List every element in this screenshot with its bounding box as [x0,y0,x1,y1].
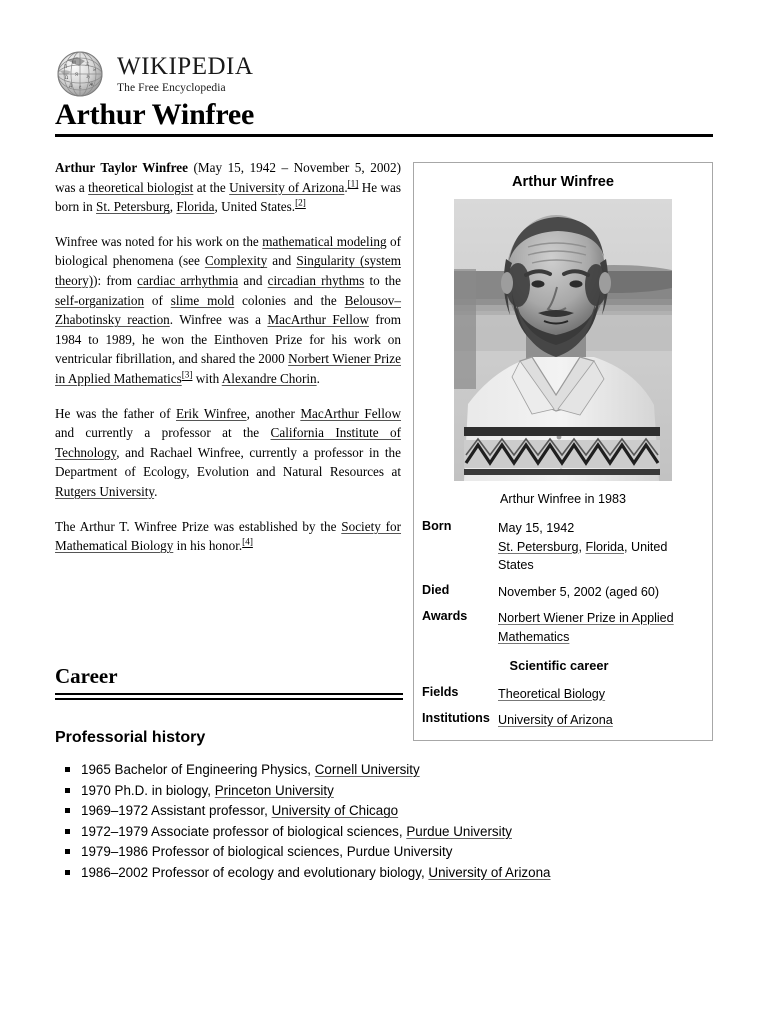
svg-text:文: 文 [85,61,90,66]
reference-1[interactable]: [1] [347,178,359,189]
infobox-value-awards [498,605,712,650]
list-item: 1979–1986 Professor of biological sciences, Purdue University [81,842,695,862]
infobox-row-awards [414,605,712,650]
wikipedia-masthead [55,48,253,100]
portrait-photo [454,199,672,481]
link-cornell-university[interactable]: Cornell University [314,762,420,777]
svg-text:Д: Д [69,83,73,88]
infobox-image-caption: Arthur Winfree in 1983 [500,492,626,506]
link-theoretical-biology[interactable]: Theoretical Biology [498,686,606,701]
professorial-history-list [55,760,695,883]
infobox-row-born [414,515,712,579]
infobox-value-institutions [498,707,712,734]
link-alexandre-chorin[interactable]: Alexandre Chorin [221,370,317,386]
list-item: 1969–1972 Assistant professor, University of Chicago [81,801,695,821]
link-belousov-zhabotinsky-reaction[interactable]: Belousov–Zhabotinsky reaction [55,292,401,328]
link-circadian-rhythms[interactable]: circadian rhythms [267,272,365,288]
infobox-value-fields [498,681,712,708]
svg-text:א: א [93,67,96,72]
wikipedia-globe-icon [55,48,107,100]
link-mathematical-modeling[interactable]: mathematical modeling [262,233,387,249]
lead-paragraph-2: Winfree was noted for his work on the mathematical modeling of biological phenomena (see Complexity and Singularity (system theory)): from cardiac arrhythmia and circadian rhythms to the self-organization of slime mold colonies and the Belousov–Zhabotinsky reaction. Winfree was a MacArthur Fellow from 1984 to 1989, he won the Einthoven Prize for his work on ventricular fibrillation, and shared the 2000 Norbert Wiener Prize in Applied Mathematics[3] with Alexandre Chorin. [55,233,402,386]
infobox-value-born: May 15, 1942 St. Petersburg, Florida, United States [498,521,668,572]
link-princeton-university[interactable]: Princeton University [214,782,334,798]
svg-text:あ: あ [86,74,91,79]
title-divider [55,134,713,137]
infobox-subheader-scientific-career: Scientific career [509,658,609,673]
wordmark-title: WIKIPEDIA [117,52,254,80]
section-heading-career: Career [55,664,118,688]
bullet-icon [65,767,70,772]
link-complexity[interactable]: Complexity [204,253,268,269]
infobox-image-wrapper [414,199,712,486]
link-florida[interactable]: Florida [176,199,215,215]
infobox-label-institutions: Institutions [422,711,490,725]
link-norbert-wiener-prize[interactable]: Norbert Wiener Prize in Applied Mathematics [55,351,401,386]
link-university-of-arizona[interactable]: University of Arizona [229,179,345,195]
link-society-for-mathematical-biology[interactable]: Society for Mathematical Biology [55,518,402,554]
link-university-of-arizona-infobox[interactable]: University of Arizona [498,713,613,727]
link-st-petersburg[interactable]: St. Petersburg [96,199,170,215]
link-cardiac-arrhythmia[interactable]: cardiac arrhythmia [137,272,239,288]
infobox-row-died [414,579,712,606]
section-divider-line-bottom [55,698,403,700]
link-rutgers-university[interactable]: Rutgers University [55,483,155,499]
svg-text:Ж: Ж [89,82,94,87]
link-norbert-wiener-prize-infobox[interactable]: Norbert Wiener Prize in Applied Mathematics [498,611,674,644]
article-body [55,158,401,556]
link-florida-infobox[interactable]: Florida [585,539,625,554]
page-title: Arthur Winfree [55,98,255,131]
lead-paragraph-3: He was the father of Erik Winfree, another MacArthur Fellow and currently a professor at the California Institute of Technology, and Rachael Winfree, currently a professor in the Department of Ecology, Evolution and Natural Resources at Rutgers University. [55,405,402,499]
link-st-petersburg-infobox[interactable]: St. Petersburg [498,539,579,554]
wikipedia-wordmark [117,54,253,95]
infobox-table [414,515,712,734]
infobox-subheader-row [414,650,712,681]
link-self-organization[interactable]: self-organization [55,292,145,308]
link-macarthur-fellow-2[interactable]: MacArthur Fellow [300,405,402,421]
link-theoretical-biologist[interactable]: theoretical biologist [88,179,194,195]
reference-2[interactable]: [2] [295,197,306,208]
subsection-heading-professorial-history: Professorial history [55,729,206,746]
link-university-of-chicago[interactable]: University of Chicago [271,803,399,818]
infobox-label-died: Died [422,582,450,597]
svg-text:Ω: Ω [65,75,69,80]
link-slime-mold[interactable]: slime mold [170,292,235,308]
reference-3[interactable]: [3] [181,369,193,380]
infobox-row-fields [414,681,712,708]
section-divider-line-top [55,693,403,695]
bullet-icon [65,808,70,813]
section-career [55,663,403,700]
link-macarthur-fellow[interactable]: MacArthur Fellow [267,312,369,328]
reference-4[interactable]: [4] [242,536,253,547]
link-erik-winfree[interactable]: Erik Winfree [175,405,247,421]
lead-paragraph-1: Arthur Taylor Winfree (May 15, 1942 – November 5, 2002) was a theoretical biologist at the University of Arizona.[1] He was born in St. Petersburg, Florida, United States.[2] [55,160,402,215]
link-singularity-system-theory[interactable]: Singularity (system theory) [55,253,401,288]
list-item: 1970 Ph.D. in biology, Princeton University [81,781,695,801]
list-item: 1986–2002 Professor of ecology and evolutionary biology, University of Arizona [81,863,695,883]
link-university-of-arizona-2[interactable]: University of Arizona [428,864,551,880]
svg-text:П: П [64,64,68,69]
infobox-row-institutions [414,707,712,734]
infobox-label-fields: Fields [422,684,459,699]
infobox-label-awards: Awards [422,609,468,623]
list-item: 1972–1979 Associate professor of biological sciences, Purdue University [81,822,695,842]
infobox-label-born: Born [422,519,452,533]
section-divider [55,693,403,700]
lead-paragraph-4: The Arthur T. Winfree Prize was established by the Society for Mathematical Biology in his honor.[4] [55,518,402,554]
subject-bold-name: Arthur Taylor Winfree [55,160,188,175]
wordmark-tagline: The Free Encyclopedia [117,81,226,94]
link-caltech[interactable]: California Institute of Technology [55,425,401,460]
list-item: 1965 Bachelor of Engineering Physics, Cornell University [81,760,695,780]
svg-text:ع: ع [79,84,82,89]
infobox [413,162,713,741]
bullet-icon [65,870,70,875]
bullet-icon [65,788,70,793]
link-purdue-university[interactable]: Purdue University [406,823,512,839]
infobox-title: Arthur Winfree [511,174,615,190]
svg-text:Я: Я [75,72,78,77]
bullet-icon [65,829,70,834]
infobox-value-died: November 5, 2002 (aged 60) [498,584,660,599]
bullet-icon [65,849,70,854]
